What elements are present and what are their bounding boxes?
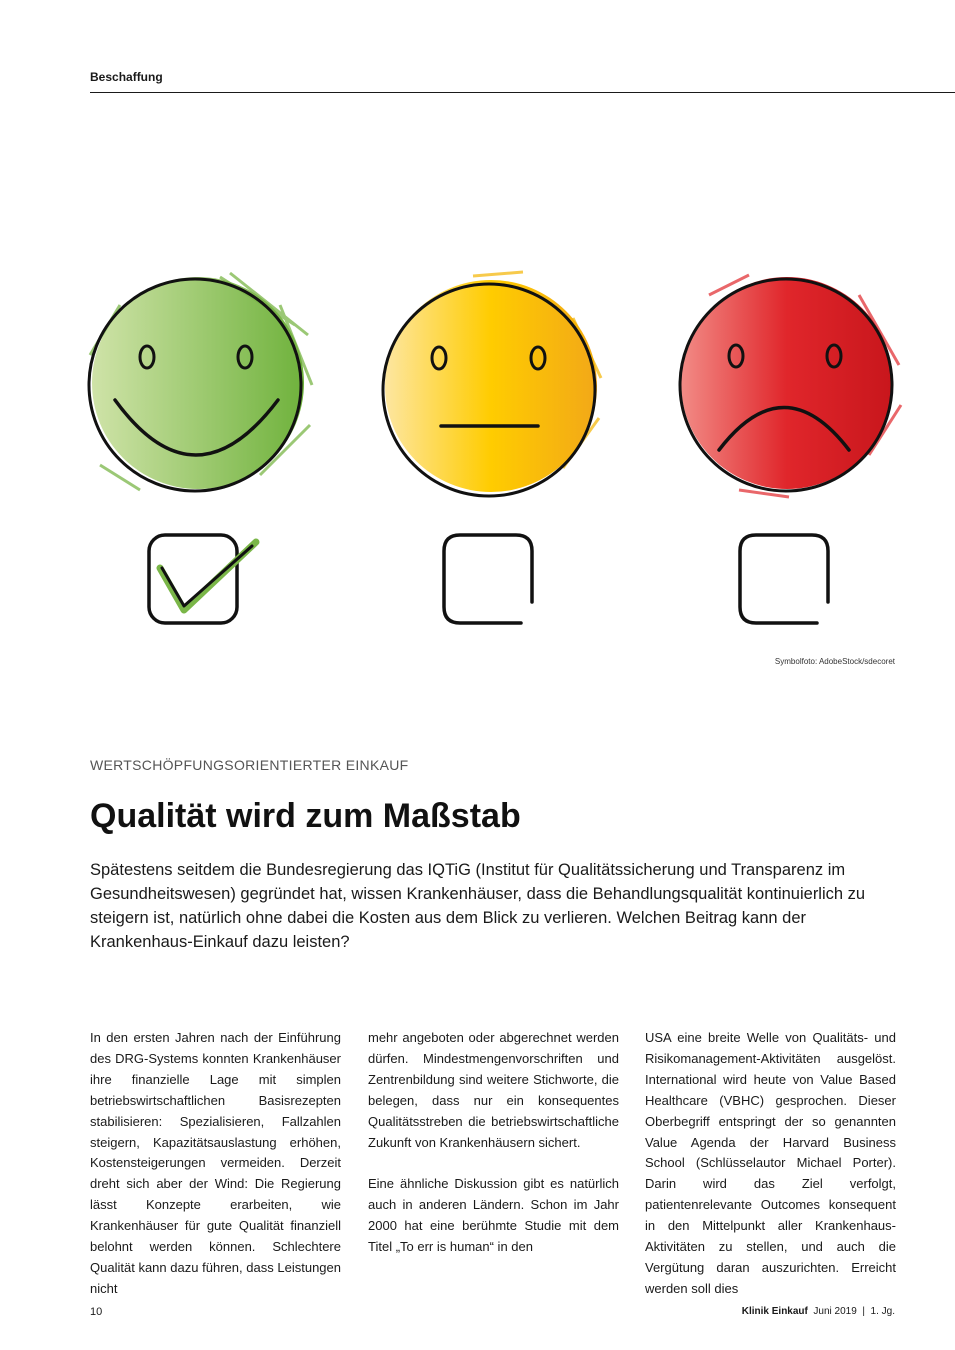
happy-face-icon <box>80 265 320 505</box>
photo-credit: Symbolfoto: AdobeStock/sdecoret <box>774 657 895 666</box>
section-label: Beschaffung <box>90 70 163 84</box>
issue-date: Juni 2019 <box>813 1306 857 1317</box>
header-rule <box>90 92 955 93</box>
footer-publication <box>742 1306 895 1317</box>
sad-face-icon <box>669 265 909 505</box>
neutral-face-icon <box>373 268 613 508</box>
article-column-1 <box>90 1028 341 1300</box>
volume: 1. Jg. <box>870 1306 895 1317</box>
magazine-name: Klinik Einkauf <box>741 1306 808 1317</box>
column-paragraph: Eine ähnliche Diskussion gibt es natürlich auch in anderen Ländern. Schon im Jahr 2000 hat eine berühmte Studie mit dem Titel „To err is human“ in den <box>368 1176 619 1255</box>
article-column-2 <box>368 1028 619 1258</box>
column-paragraph: mehr angeboten oder abgerechnet werden dürfen. Mindestmengenvorschriften und Zentrenbildung sind weitere Stichworte, die belegen, dass nur ein konsequentes Qualitätsstreben die betriebswirtschaftliche Zukunft von Krankenhäusern sichert. <box>368 1030 619 1150</box>
checkbox-neutral-icon[interactable] <box>441 532 541 628</box>
checkbox-happy-icon[interactable] <box>146 532 266 628</box>
column-paragraph: In den ersten Jahren nach der Einführung des DRG-Systems konnten Krankenhäuser ihre finanzielle Lage mit simplen betriebswirtschaftlichen Basisrezepten stabilisieren: Spezialisieren, Fallzahlen steigern, Kapazitätsauslastung erhöhen, Kostensteigerungen vermeiden. Derzeit dreht sich aber der Wind: Die Regierung lässt Konzepte erarbeiten, wie Krankenhäuser für gute Qualität finanziell belohnt werden können. Schlechtere Qualität kann dazu führen, dass Leistungen nicht <box>90 1030 341 1296</box>
footer-separator: | <box>862 1306 865 1317</box>
article-kicker: WERTSCHÖPFUNGSORIENTIERTER EINKAUF <box>90 757 409 773</box>
page-number: 10 <box>90 1306 103 1318</box>
column-paragraph: USA eine breite Welle von Qualitäts- und Risikomanagement-Aktivitäten ausgelöst. International wird heute von Value Based Healthcare (VBHC) gesprochen. Dieser Oberbegriff entspringt der so genannten Value Agenda der Harvard Business School (Schlüsselautor Michael Porter). Darin wird das Ziel verfolgt, patientenrelevante Outcomes konsequent in den Mittelpunkt aller Krankenhaus-Aktivitäten zu stellen, und auch die Vergütung daran auszurichten. Erreicht werden soll dies <box>645 1030 896 1296</box>
article-column-3 <box>645 1028 896 1300</box>
checkbox-sad-icon[interactable] <box>737 532 837 628</box>
article-lead: Spätestens seitdem die Bundesregierung das IQTiG (Institut für Qualitätssicherung und Transparenz im Gesundheitswesen) gegründet hat, wissen Krankenhäuser, dass die Behandlungsqualität kontinuierlich zu steigern ist, natürlich ohne dabei die Kosten aus dem Blick zu verlieren. Welchen Beitrag kann der Krankenhaus-Einkauf dazu leisten? <box>90 861 866 951</box>
article-title: Qualität wird zum Maßstab <box>90 797 521 835</box>
